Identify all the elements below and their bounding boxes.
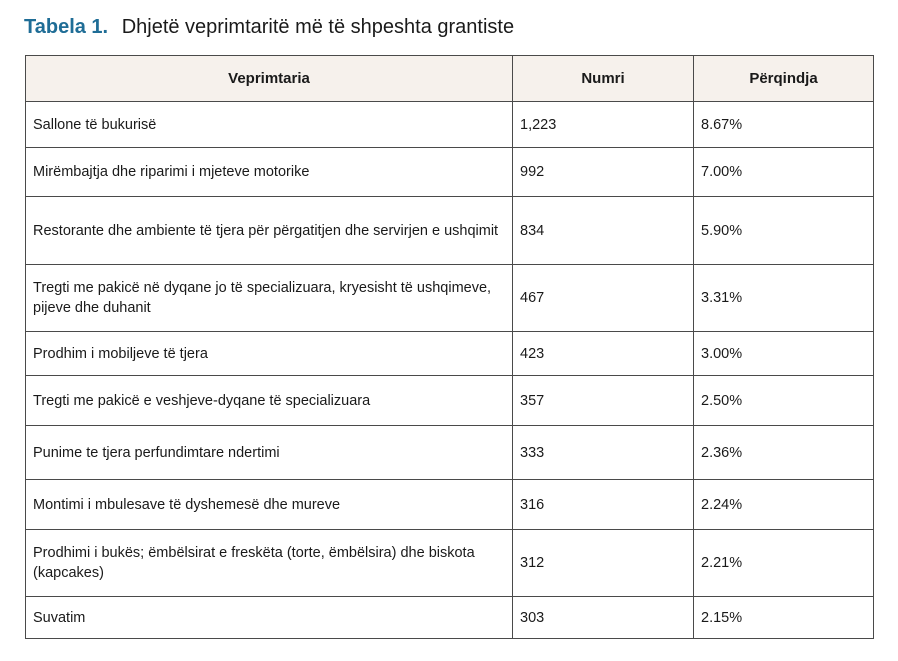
table-row: [26, 597, 874, 639]
activity-cell: Tregti me pakicë e veshjeve-dyqane të specializuara: [26, 376, 513, 426]
count-cell: 357: [513, 376, 694, 426]
activity-cell: Suvatim: [26, 597, 513, 639]
percent-cell: 2.50%: [694, 376, 874, 426]
count-cell: 992: [513, 148, 694, 197]
activities-table: [25, 55, 874, 639]
table-row: [26, 426, 874, 480]
header-percent: Përqindja: [694, 56, 874, 102]
count-cell: 316: [513, 480, 694, 530]
activity-cell: Sallone të bukurisë: [26, 102, 513, 148]
caption-label: Tabela 1.: [24, 16, 109, 38]
activity-cell: Punime te tjera perfundimtare ndertimi: [26, 426, 513, 480]
activity-cell: Prodhim i mobiljeve të tjera: [26, 332, 513, 376]
percent-cell: 2.36%: [694, 426, 874, 480]
count-cell: 834: [513, 197, 694, 265]
activity-cell: Tregti me pakicë në dyqane jo të specializuara, kryesisht të ushqimeve, pijeve dhe duhanit: [26, 265, 513, 332]
percent-cell: 8.67%: [694, 102, 874, 148]
percent-cell: 2.24%: [694, 480, 874, 530]
activity-cell: Montimi i mbulesave të dyshemesë dhe mureve: [26, 480, 513, 530]
count-cell: 303: [513, 597, 694, 639]
table-row: [26, 480, 874, 530]
percent-cell: 5.90%: [694, 197, 874, 265]
percent-cell: 2.21%: [694, 530, 874, 597]
percent-cell: 7.00%: [694, 148, 874, 197]
table-row: [26, 197, 874, 265]
header-activity: Veprimtaria: [26, 56, 513, 102]
activity-cell: Restorante dhe ambiente të tjera për përgatitjen dhe servirjen e ushqimit: [26, 197, 513, 265]
caption-title: Dhjetë veprimtaritë më të shpeshta grantiste: [121, 16, 515, 38]
count-cell: 467: [513, 265, 694, 332]
count-cell: 1,223: [513, 102, 694, 148]
table-row: [26, 530, 874, 597]
table-row: [26, 265, 874, 332]
count-cell: 333: [513, 426, 694, 480]
percent-cell: 2.15%: [694, 597, 874, 639]
count-cell: 423: [513, 332, 694, 376]
table-caption: [24, 14, 514, 40]
percent-cell: 3.31%: [694, 265, 874, 332]
activity-cell: Prodhimi i bukës; ëmbëlsirat e freskëta (torte, ëmbëlsira) dhe biskota (kapcakes): [26, 530, 513, 597]
count-cell: 312: [513, 530, 694, 597]
table-header-row: [26, 56, 874, 102]
header-count: Numri: [513, 56, 694, 102]
activity-cell: Mirëmbajtja dhe riparimi i mjeteve motorike: [26, 148, 513, 197]
table-row: [26, 148, 874, 197]
table-row: [26, 102, 874, 148]
table-row: [26, 332, 874, 376]
percent-cell: 3.00%: [694, 332, 874, 376]
table-row: [26, 376, 874, 426]
